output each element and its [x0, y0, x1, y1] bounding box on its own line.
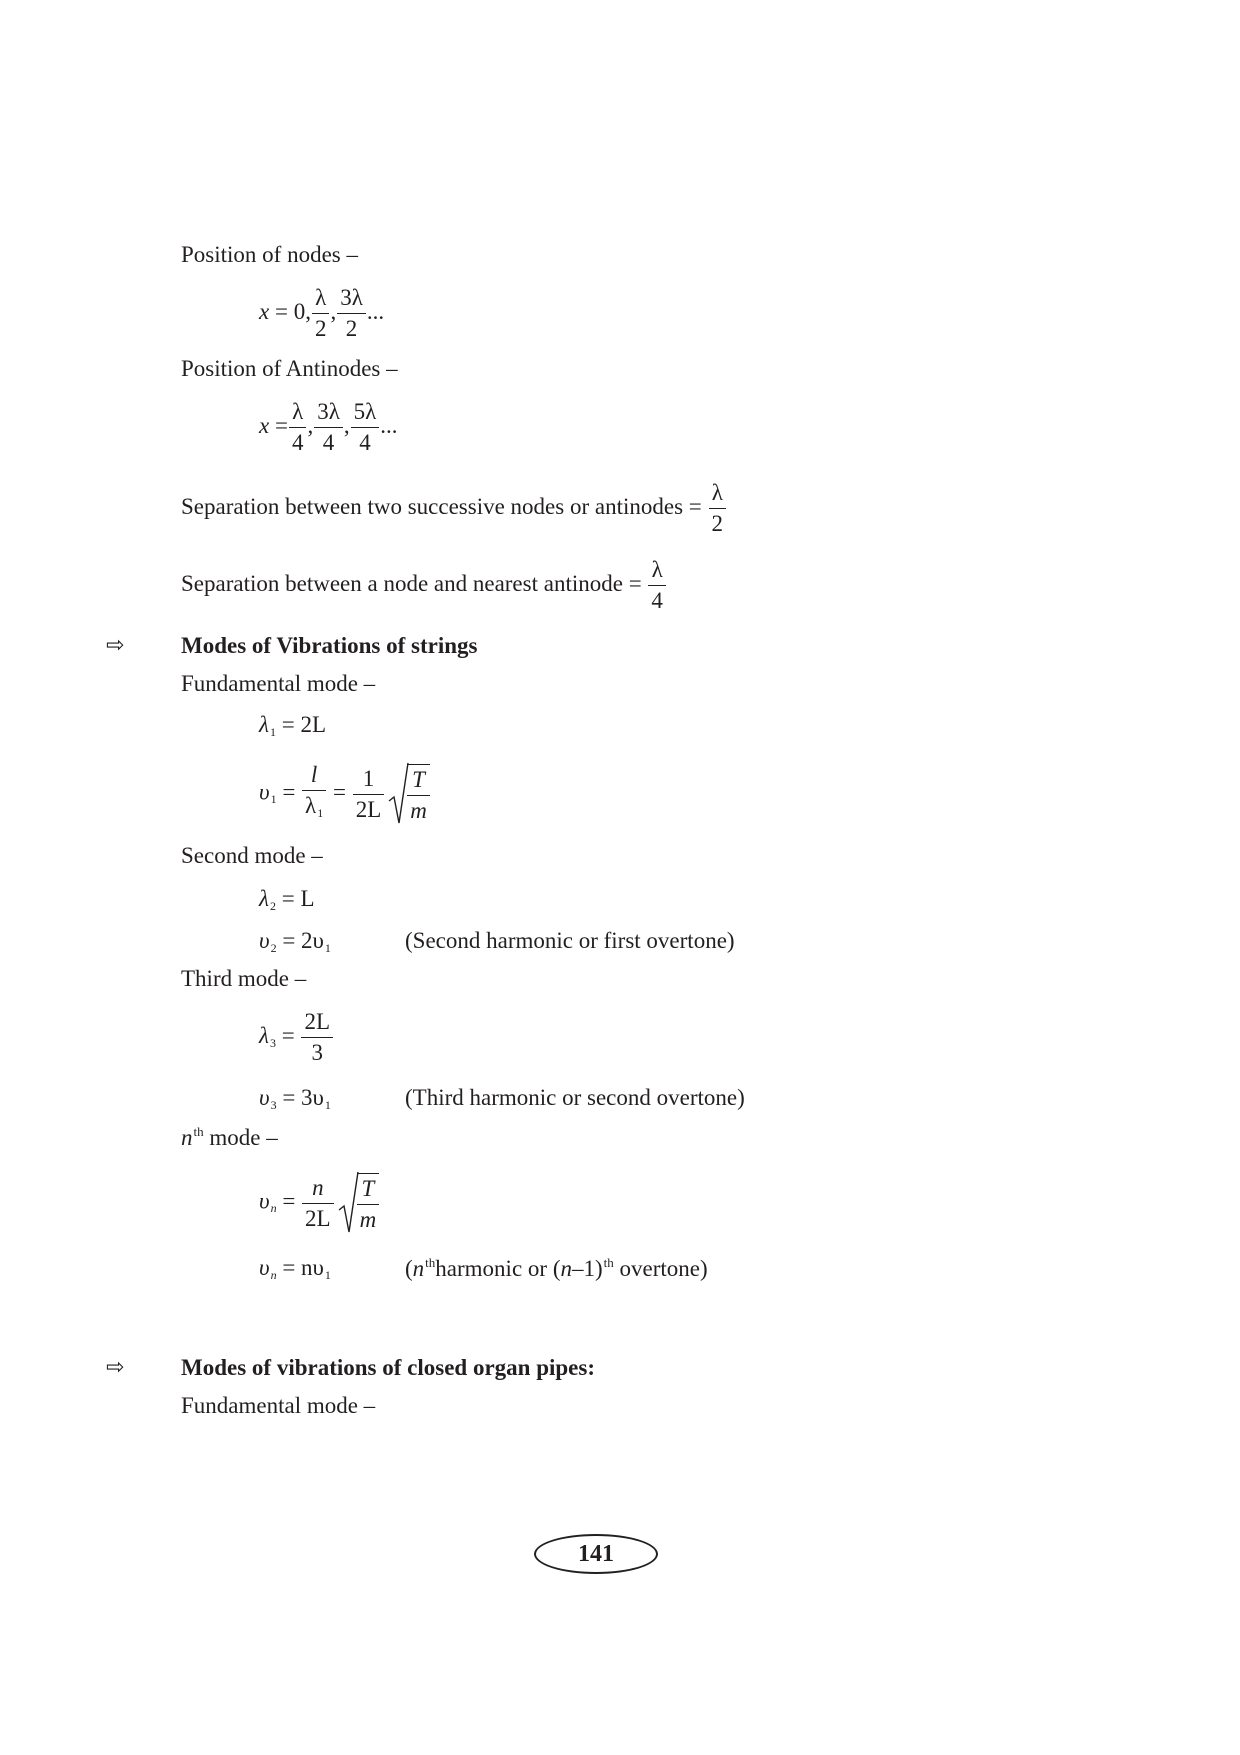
- antinodes-equation: x = $\frac{\lambda}{4}$ , $\frac{3\lambda}{4}$ , $\frac{5\lambda}{4}$ ...: [259, 397, 398, 458]
- second-wavelength: $\lambda_2 = L$: [259, 886, 315, 913]
- radical-sign-icon: [387, 761, 409, 827]
- fraction: $\frac{\lambda}{2}$: [312, 283, 330, 344]
- strings-heading: Modes of Vibrations of strings: [181, 633, 478, 658]
- fraction: $\frac{\lambda}{2}$: [709, 478, 727, 539]
- arrow-bullet-icon: ⇨: [106, 633, 125, 658]
- separation-node-antinode-text: Separation between a node and nearest antinode: [181, 570, 623, 596]
- eq-sign: = 0,: [274, 298, 311, 324]
- var-x: x: [259, 412, 270, 438]
- nth-mode-note: ($n^{th}harmonic$ or $(n-1)^{th}$ overtone): [405, 1255, 708, 1281]
- fraction: $\frac{\lambda}{4}$: [648, 555, 666, 616]
- fundamental-wavelength: $\lambda_1 = 2L$: [259, 712, 326, 739]
- page-number: 141: [534, 1534, 658, 1574]
- pipes-heading: Modes of vibrations of closed organ pipes:: [181, 1355, 595, 1380]
- fraction: $\frac{3\lambda}{4}$: [314, 397, 343, 458]
- fraction: $\frac{\lambda}{4}$: [289, 397, 307, 458]
- separation-nodes-text: Separation between two successive nodes or antinodes: [181, 493, 684, 519]
- eq-sign: =: [688, 493, 702, 519]
- third-frequency: $\upsilon_3 = 3\upsilon_1$: [259, 1085, 331, 1112]
- second-frequency: $\upsilon_2 = 2\upsilon_1$: [259, 928, 331, 955]
- nodes-equation: x = 0, $\frac{\lambda}{2}$ , $\frac{3\lambda}{2}$ ...: [259, 283, 384, 344]
- nth-frequency-relation: $\upsilon_n = n\upsilon_1$: [259, 1255, 331, 1282]
- fraction: $\frac{2L}{3}$: [301, 1007, 333, 1068]
- fraction: $\frac{1}{2L}$: [353, 764, 385, 825]
- fraction: $\frac{3\lambda}{2}$: [337, 283, 366, 344]
- fraction: $\frac{n}{2L}$: [302, 1173, 334, 1234]
- var-x: x: [259, 298, 270, 324]
- nth-frequency-formula: $\upsilon_n$ = $\frac{n}{2L}$ $\frac{T}{m}$: [259, 1170, 379, 1236]
- third-mode-note: (Third harmonic or second overtone): [405, 1085, 745, 1110]
- eq-sign: =: [274, 412, 288, 438]
- separation-nodes-line: [181, 478, 727, 539]
- square-root: $\frac{T}{m}$: [387, 761, 430, 827]
- fundamental-frequency: $\upsilon_1$ = $\frac{l}{\lambda_1}$ = $\frac{1}{2L}$ $\frac{T}{m}$: [259, 760, 430, 828]
- third-wavelength: $\lambda_3$ = $\frac{2L}{3}$: [259, 1007, 334, 1068]
- fundamental-mode-label: Fundamental mode –: [181, 671, 376, 696]
- nodes-label: Position of nodes –: [181, 242, 358, 267]
- arrow-bullet-icon: ⇨: [106, 1355, 125, 1380]
- fraction: $\frac{5\lambda}{4}$: [351, 397, 380, 458]
- fraction: $\frac{l}{\lambda_1}$: [302, 760, 326, 828]
- separation-node-antinode-line: [181, 555, 667, 616]
- nth-mode-label: $n^{th}$ mode –: [181, 1124, 278, 1150]
- antinodes-label: Position of Antinodes –: [181, 356, 398, 381]
- third-mode-label: Third mode –: [181, 966, 307, 991]
- second-mode-label: Second mode –: [181, 843, 323, 868]
- ellipsis: ...: [366, 298, 385, 324]
- radical-sign-icon: [337, 1170, 359, 1236]
- second-mode-note: (Second harmonic or first overtone): [405, 928, 735, 953]
- pipes-fundamental-label: Fundamental mode –: [181, 1393, 376, 1418]
- ellipsis: ...: [380, 412, 398, 438]
- square-root: $\frac{T}{m}$: [337, 1170, 380, 1236]
- eq-sign: =: [628, 570, 642, 596]
